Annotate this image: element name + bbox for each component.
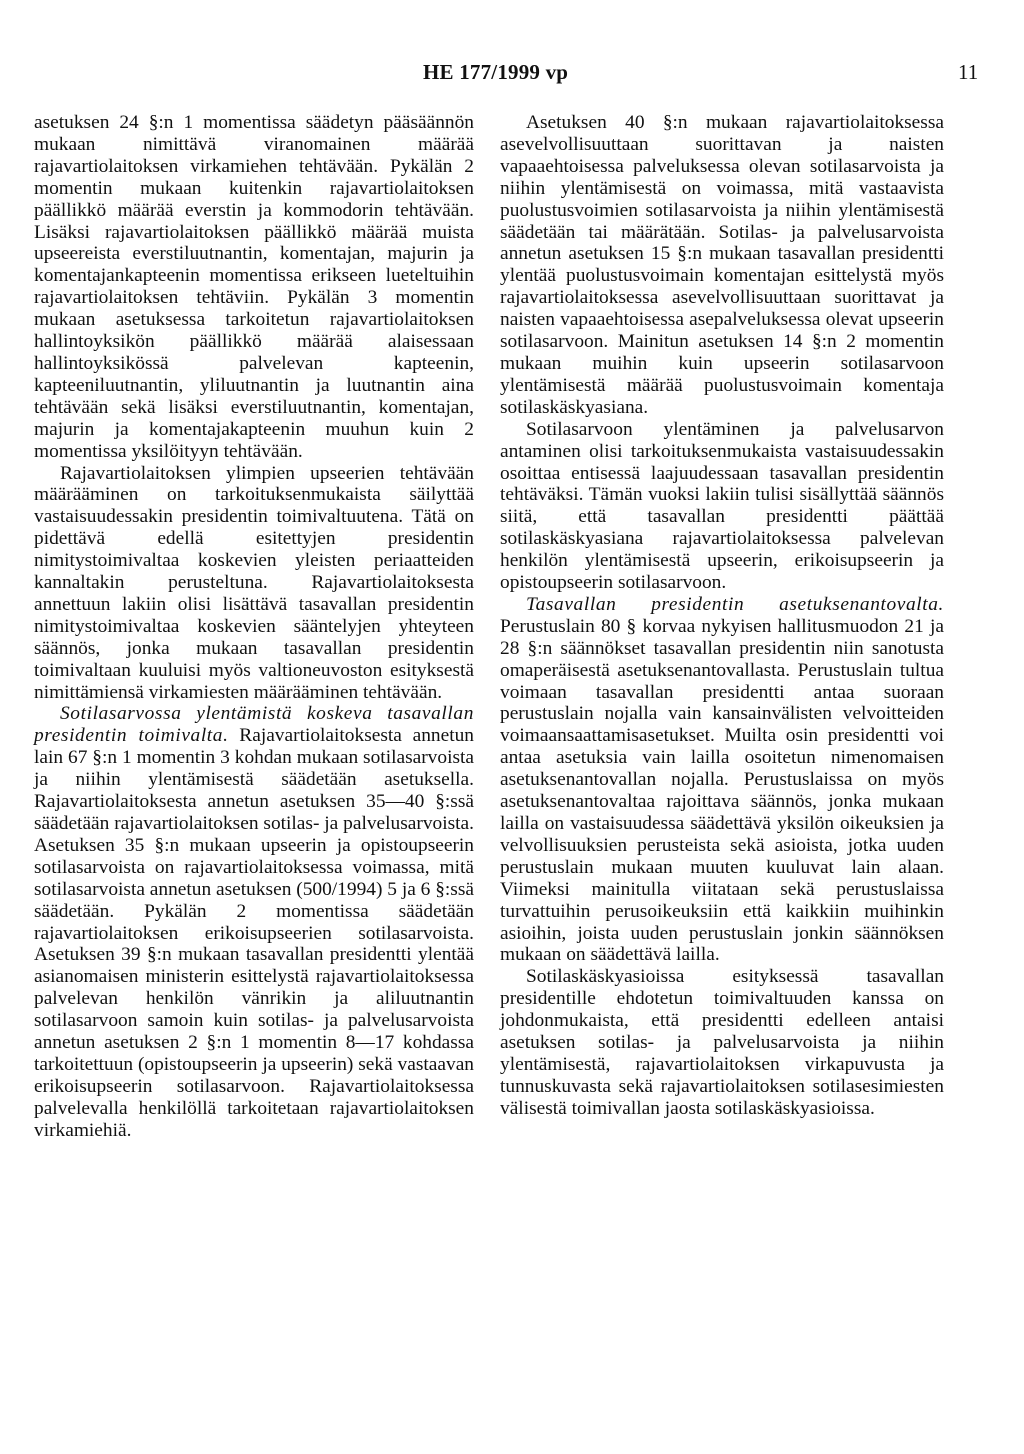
- paragraph: [34, 463, 474, 704]
- page-header: [0, 60, 1024, 92]
- document-title: HE 177/1999 vp: [423, 60, 569, 84]
- paragraph-text: Sotilaskäskyasioissa esityksessä tasavallan presidentille ehdotetun toimivaltuuden kanssa on johdonmukaista, että presidentti edelleen antaisi asetuksen sotilas- ja palvelusarvoista ja niihin ylentämisestä, rajavartiolaitoksen virkapuvusta ja tunnuskuvasta sekä rajavartiolaitoksen sotilasesimiesten välisestä toimivallan jaosta sotilaskäskyasioissa.: [500, 966, 944, 1119]
- page-number: 11: [958, 60, 979, 84]
- paragraph-text: Sotilasarvoon ylentäminen ja palvelusarvon antaminen olisi tarkoituksenmukaista vastaisuudessakin osoittaa entisessä laajuudessaan tasavallan presidentin tehtäväksi. Tämän vuoksi lakiin tulisi sisällyttää säännös siitä, että tasavallan presidentti päättää sotilaskäskyasiana rajavartiolaitoksessa palvelevan henkilön ylentämisestä upseerin, erikoisupseerin ja opistoupseerin sotilasarvoon.: [500, 418, 944, 594]
- right-column: [500, 112, 944, 1120]
- paragraph: [34, 703, 474, 1141]
- section-heading: Tasavallan presidentin asetuksenantovalta.: [526, 593, 944, 615]
- paragraph-text: asetuksen 24 §:n 1 momentissa säädetyn pääsäännön mukaan nimittävä viranomainen määrää rajavartiolaitoksen virkamiehen tehtävään. Pykälän 2 momentin mukaan kuitenkin rajavartiolaitoksen päällikkö määrää everstin ja kommodorin tehtävään. Lisäksi rajavartiolaitoksen päällikkö määrää muista upseereista everstiluutnantin, komentajan, majurin ja komentajankapteenin momentissa erikseen lueteltuihin rajavartiolaitoksen tehtäviin. Pykälän 3 momentin mukaan asetuksessa tarkoitetun rajavartiolaitoksen hallintoyksikön päällikkö määrää alaisessaan hallintoyksikössä palvelevan kapteenin, kapteeniluutnantin, yliluutnantin ja luutnantin aina tehtävään sekä lisäksi everstiluutnantin, komentajan, majurin ja komentajakapteenin muuhun kuin 2 momentissa yksilöityyn tehtävään.: [34, 112, 474, 462]
- paragraph-text: Rajavartiolaitoksen ylimpien upseerien tehtävään määrääminen on tarkoituksenmukaista säilyttää vastaisuudessakin presidentin toimivaltuutena. Tätä on pidettävä edellä esitettyjen presidentin nimitystoimivaltaa koskevien yleisten periaatteiden kannaltakin perusteltuna. Rajavartiolaitoksesta annettuun lakiin olisi lisättävä tasavallan presidentin nimitystoimivaltaa koskevien sääntelyjen yhteyteen säännös, jonka mukaan tasavallan presidentin toimivaltaan kuuluisi myös valtioneuvoston esityksestä nimittämiensä virkamiesten määrääminen tehtävään.: [34, 462, 474, 703]
- section-heading: Sotilasarvossa ylentämistä koskeva tasavallan presidentin toimivalta.: [34, 703, 474, 747]
- paragraph: [34, 112, 474, 463]
- paragraph-text: Perustuslain 80 § korvaa nykyisen hallitusmuodon 21 ja 28 §:n säännökset tasavallan presidentin niin sanotusta omaperäisestä asetuksenantovallasta. Perustuslain tultua voimaan tasavallan presidentti antaa suoraan perustuslain nojalla vain kansainvälisten velvoitteiden voimaansaattamisasetukset. Muilta osin presidentti voi antaa asetuksia vain laillа osoitetun nimenomaisen asetuksenantovallan nojalla. Perustuslaissa on myös asetuksenantovaltaa rajoittava säännös, jonka mukaan laillа on vastaisuudessa säädettävä yksilön oikeuksien ja velvollisuuksien perusteista sekä asioista, jotka uuden perustuslain mukaan muuten kuuluvat lain alaan. Viimeksi mainitulla viitataan sekä perustuslaissa turvattuihin perusoikeuksiin että kaikkiin muihinkin asioihin, joista uuden perustuslain jonkin säännöksen mukaan on säädettävä laillа.: [500, 615, 944, 966]
- paragraph-text: Rajavartiolaitoksesta annetun lain 67 §:n 1 momentin 3 kohdan mukaan sotilasarvoista ja niihin ylentämisestä säädetään asetuksella. Rajavartiolaitoksesta annetun asetuksen 35—40 §:ssä säädetään rajavartiolaitoksen sotilas- ja palvelusarvoista. Asetuksen 35 §:n mukaan upseerin ja opistoupseerin sotilasarvoista on rajavartiolaitoksessa voimassa, mitä sotilasarvoista annetun asetuksen (500/1994) 5 ja 6 §:ssä säädetään. Pykälän 2 momentissa säädetään rajavartiolaitoksen erikoisupseerien sotilasarvoista. Asetuksen 39 §:n mukaan tasavallan presidentti ylentää asianomaisen ministerin esittelystä rajavartiolaitoksessa palvelevan henkilön vänrikin ja aliluutnantin sotilasarvoon samoin kuin sotilas- ja palvelusarvoista annetun asetuksen 2 §:n 1 momentin 8—17 kohdassa tarkoitettuun (opistoupseerin ja upseerin) sekä vastaavan erikoisupseerin sotilasarvoon. Rajavartiolaitoksessa palvelevalla henkilöllä tarkoitetaan rajavartiolaitoksen virkamiehiä.: [34, 725, 474, 1141]
- paragraph-text: Asetuksen 40 §:n mukaan rajavartiolaitoksessa asevelvollisuuttaan suorittavan ja naisten vapaaehtoisessa palveluksessa olevan sotilasarvoista ja niihin ylentämisestä on voimassa, mitä vastaavista puolustusvoimien sotilasarvoista ja niihin ylentämisestä säädetään tai määrätään. Sotilas- ja palvelusarvoista annetun asetuksen 15 §:n mukaan tasavallan presidentti ylentää puolustusvoimain komentajan esittelystä myös rajavartiolaitoksessa asevelvollisuuttaan suorittavat ja naisten vapaaehtoisessa asepalveluksessa olevat upseerin sotilasarvoon. Mainitun asetuksen 14 §:n 2 momentin mukaan muihin kuin upseerin sotilasarvoon ylentämisestä määrää puolustusvoimain komentaja sotilaskäskyasiana.: [500, 112, 944, 418]
- paragraph: [500, 112, 944, 419]
- paragraph: [500, 966, 944, 1119]
- paragraph: [500, 419, 944, 594]
- left-column: [34, 112, 474, 1142]
- paragraph: [500, 594, 944, 966]
